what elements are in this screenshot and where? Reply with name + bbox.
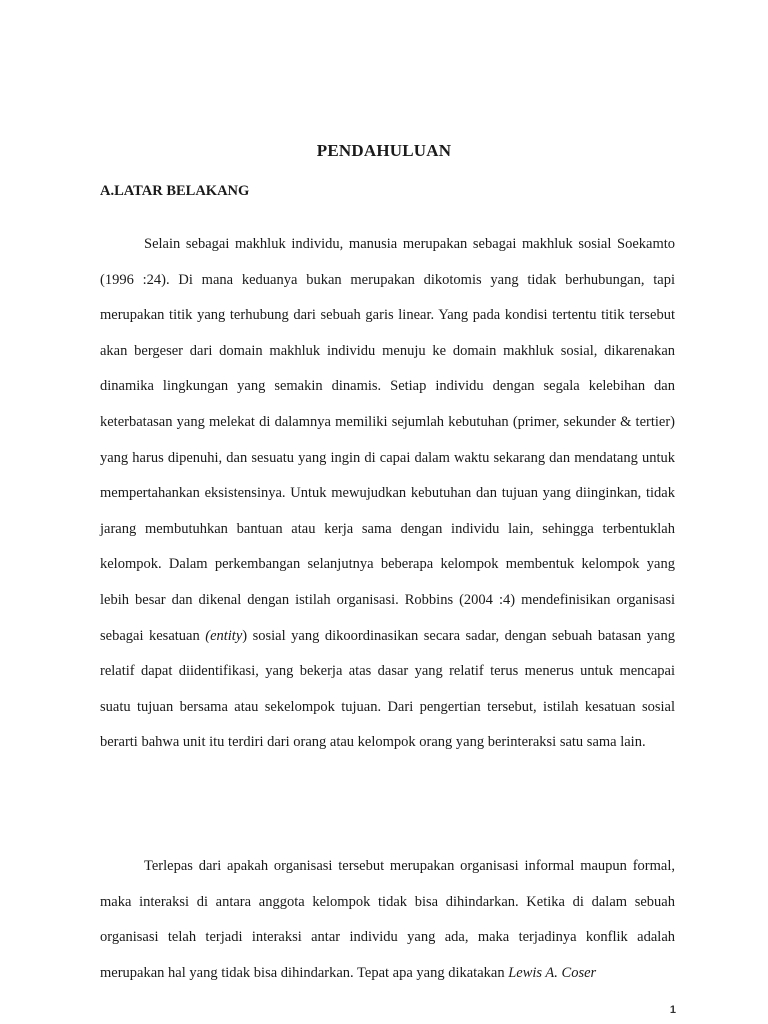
paragraph-1-text-a: Selain sebagai makhluk individu, manusia merupakan sebagai makhluk sosial Soekamto (1996 :24). Di mana keduanya bukan merupakan dikotomis yang tidak berhubungan, tapi merupakan titik yang terhubung dari sebuah garis linear. Yang pada kondisi tertentu titik tersebut akan bergeser dari domain makhluk individu menuju ke domain makhluk sosial, dikarenakan dinamika lingkungan yang semakin dinamis. Setiap individu dengan segala kelebihan dan keterbatasan yang melekat di dalamnya memiliki sejumlah kebutuhan (primer, sekunder & tertier) yang harus dipenuhi, dan sesuatu yang ingin di capai dalam waktu sekarang dan mendatang untuk mempertahankan eksistensinya. Untuk mewujudkan kebutuhan dan tujuan yang diinginkan, tidak jarang membutuhkan bantuan atau kerja sama dengan individu lain, sehingga terbentuklah kelompok. Dalam perkembangan selanjutnya beberapa kelompok membentuk kelompok yang lebih besar dan dikenal dengan istilah organisasi. Robbins (2004 :4) mendefinisikan organisasi sebagai kesatuan bbox=[100, 236, 675, 644]
paragraph-1-text-b: ) sosial yang dikoordinasikan secara sadar, dengan sebuah batasan yang relatif dapat diidentifikasi, yang bekerja atas dasar yang relatif terus menerus untuk mencapai suatu tujuan bersama atau sekelompok tujuan. Dari pengertian tersebut, istilah kesatuan sosial berarti bahwa unit itu terdiri dari orang atau kelompok orang yang berinteraksi satu sama lain. bbox=[100, 627, 675, 751]
paragraph-1-italic-term: (entity bbox=[205, 627, 243, 644]
page-number: 1 bbox=[669, 1004, 676, 1016]
paragraph-1 bbox=[100, 227, 675, 761]
paragraph-2 bbox=[100, 849, 675, 991]
document-title: PENDAHULUAN bbox=[316, 141, 452, 160]
paragraph-2-italic-author: Lewis A. Coser bbox=[508, 964, 597, 981]
paragraph-2-text: Terlepas dari apakah organisasi tersebut merupakan organisasi informal maupun formal, maka interaksi di antara anggota kelompok tidak bisa dihindarkan. Ketika di dalam sebuah organisasi telah terjadi interaksi antar individu yang ada, maka terjadinya konflik adalah merupakan hal yang tidak bisa dihindarkan. Tepat apa yang dikatakan bbox=[100, 858, 675, 981]
section-heading: A.LATAR BELAKANG bbox=[100, 183, 250, 199]
